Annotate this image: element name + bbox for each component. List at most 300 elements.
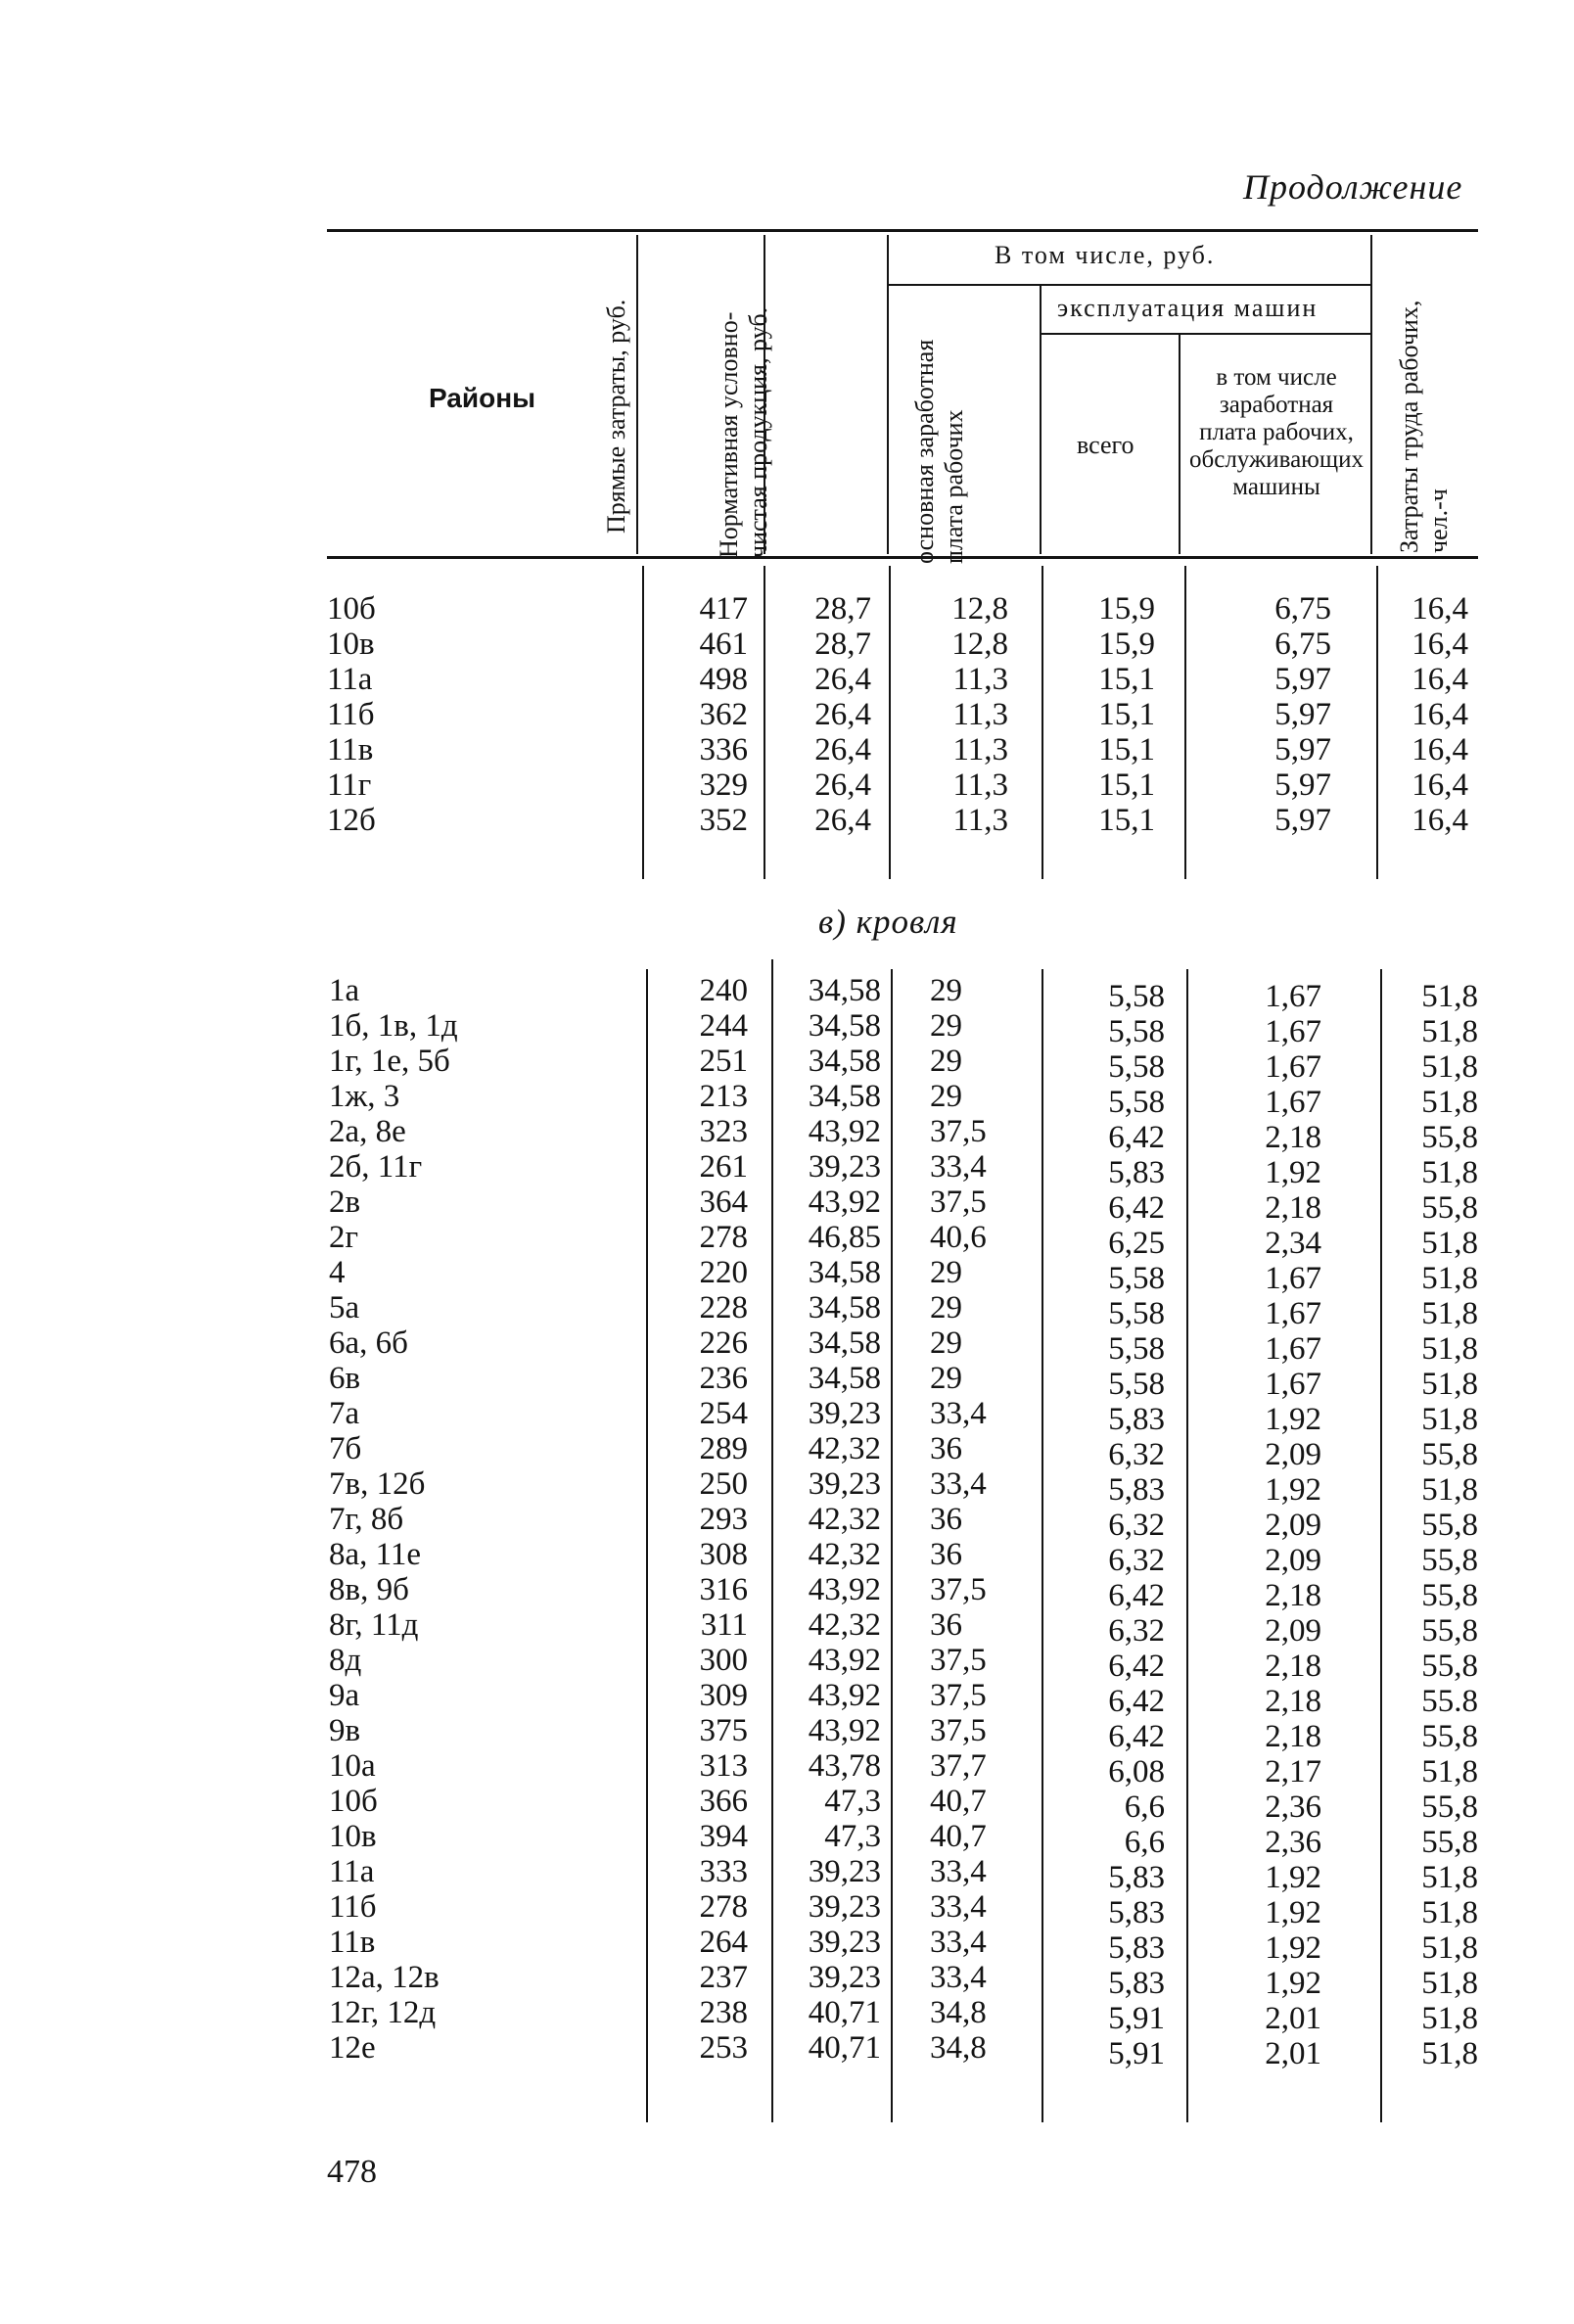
- table-top-total-cell: 15,1: [1098, 803, 1155, 838]
- table-bottom-districts-cell: 7г, 8б: [329, 1502, 404, 1537]
- header-base-wage-text: основная заработная плата рабочих: [910, 339, 968, 564]
- table-bottom-normative-output-cell: 39,23: [808, 1960, 881, 1995]
- table-top-direct-costs-cell: 461: [699, 627, 748, 662]
- table-bottom-total-cell: 5,83: [1108, 1930, 1165, 1966]
- bottom-vline-5: [1186, 969, 1188, 2122]
- table-bottom-direct-costs-cell: 278: [699, 1220, 748, 1255]
- table-bottom-machine-wage-cell: 2,36: [1265, 1825, 1321, 1860]
- table-bottom-direct-costs-cell: 238: [699, 1995, 748, 2030]
- table-top-total-cell: 15,1: [1098, 732, 1155, 767]
- table-bottom-base-wage-cell: 37,5: [930, 1114, 987, 1149]
- table-bottom-base-wage-cell: 36: [930, 1431, 962, 1466]
- table-bottom-labor-cell: 55,8: [1421, 1789, 1478, 1825]
- table-bottom-normative-output-cell: 43,92: [808, 1713, 881, 1748]
- table-bottom-districts-cell: 8г, 11д: [329, 1607, 419, 1643]
- table-top-normative-output-cell: 26,4: [814, 767, 871, 803]
- header-total: всего: [1077, 431, 1134, 459]
- table-bottom-machine-wage-cell: 1,92: [1265, 1155, 1321, 1190]
- table-bottom-machine-wage-cell: 2,09: [1265, 1508, 1321, 1543]
- table-bottom-direct-costs-cell: 313: [699, 1748, 748, 1784]
- table-bottom-base-wage-cell: 40,7: [930, 1784, 987, 1819]
- table-bottom-direct-costs-cell: 254: [699, 1396, 748, 1431]
- table-bottom-base-wage-cell: 29: [930, 1361, 962, 1396]
- table-bottom-labor-cell: 51,8: [1421, 1402, 1478, 1437]
- table-bottom-base-wage-cell: 29: [930, 1008, 962, 1044]
- table-bottom-districts-cell: 7б: [329, 1431, 362, 1466]
- top-direct-costs-column: [650, 591, 748, 838]
- bottom-direct-costs-column: [650, 973, 748, 2066]
- table-top-districts-cell: 11а: [327, 662, 373, 697]
- table-bottom-machine-wage-cell: 2,18: [1265, 1120, 1321, 1155]
- table-bottom-districts-cell: 2в: [329, 1185, 361, 1220]
- table-bottom-total-cell: 6,25: [1108, 1226, 1165, 1261]
- table-bottom-normative-output-cell: 47,3: [824, 1819, 881, 1854]
- table-bottom-districts-cell: 6а, 6б: [329, 1325, 408, 1361]
- table-bottom-normative-output-cell: 39,23: [808, 1854, 881, 1889]
- table-top-labor-cell: 16,4: [1412, 767, 1468, 803]
- table-bottom-total-cell: 5,83: [1108, 1860, 1165, 1895]
- table-bottom-base-wage-cell: 36: [930, 1537, 962, 1572]
- table-bottom-total-cell: 5,91: [1108, 2036, 1165, 2071]
- table-bottom-machine-wage-cell: 2,18: [1265, 1719, 1321, 1754]
- table-bottom-direct-costs-cell: 278: [699, 1889, 748, 1925]
- table-bottom-direct-costs-cell: 333: [699, 1854, 748, 1889]
- table-bottom-labor-cell: 51,8: [1421, 1296, 1478, 1331]
- table-bottom-total-cell: 5,83: [1108, 1155, 1165, 1190]
- table-bottom-labor-cell: 55,8: [1421, 1825, 1478, 1860]
- table-bottom-districts-cell: 10а: [329, 1748, 376, 1784]
- table-bottom-machine-wage-cell: 1,92: [1265, 1402, 1321, 1437]
- header-including: В том числе, руб.: [995, 241, 1216, 269]
- table-top-districts-cell: 11б: [327, 697, 375, 732]
- table-bottom-districts-cell: 12г, 12д: [329, 1995, 437, 2030]
- header-normative-output: [715, 255, 822, 558]
- table-bottom-base-wage-cell: 37,5: [930, 1572, 987, 1607]
- table-bottom-total-cell: 5,58: [1108, 1049, 1165, 1085]
- table-top-total-cell: 15,1: [1098, 697, 1155, 732]
- table-top-machine-wage-cell: 6,75: [1274, 591, 1331, 627]
- table-bottom-districts-cell: 9а: [329, 1678, 360, 1713]
- table-top-normative-output-cell: 26,4: [814, 697, 871, 732]
- table-bottom-machine-wage-cell: 2,09: [1265, 1543, 1321, 1578]
- table-bottom-base-wage-cell: 33,4: [930, 1396, 987, 1431]
- bottom-districts-column: [329, 973, 458, 2066]
- table-bottom-machine-wage-cell: 2,01: [1265, 2001, 1321, 2036]
- table-bottom-total-cell: 6,42: [1108, 1649, 1165, 1684]
- table-bottom-districts-cell: 1г, 1е, 5б: [329, 1044, 450, 1079]
- bottom-vline-6: [1380, 969, 1382, 2122]
- table-bottom-base-wage-cell: 36: [930, 1502, 962, 1537]
- table-bottom-machine-wage-cell: 2,18: [1265, 1578, 1321, 1613]
- table-bottom-total-cell: 6,32: [1108, 1508, 1165, 1543]
- table-bottom-base-wage-cell: 36: [930, 1607, 962, 1643]
- table-bottom-labor-cell: 55,8: [1421, 1613, 1478, 1649]
- table-bottom-direct-costs-cell: 375: [699, 1713, 748, 1748]
- table-bottom-districts-cell: 10б: [329, 1784, 378, 1819]
- table-bottom-labor-cell: 55,8: [1421, 1649, 1478, 1684]
- table-bottom-normative-output-cell: 34,58: [808, 1290, 881, 1325]
- table-top-direct-costs-cell: 362: [699, 697, 748, 732]
- table-bottom-districts-cell: 6в: [329, 1361, 361, 1396]
- header-direct-costs: [602, 279, 671, 534]
- header-districts: Районы: [429, 383, 536, 413]
- table-bottom-normative-output-cell: 34,58: [808, 1325, 881, 1361]
- header-vline-3: [887, 235, 889, 554]
- table-bottom-total-cell: 6,42: [1108, 1120, 1165, 1155]
- table-bottom-direct-costs-cell: 309: [699, 1678, 748, 1713]
- header-sub-rule-2: [1040, 333, 1370, 335]
- table-bottom-direct-costs-cell: 253: [699, 2030, 748, 2066]
- table-bottom-normative-output-cell: 34,58: [808, 1044, 881, 1079]
- table-bottom-labor-cell: 51,8: [1421, 2036, 1478, 2071]
- table-top-normative-output-cell: 26,4: [814, 732, 871, 767]
- table-bottom-districts-cell: 11а: [329, 1854, 375, 1889]
- table-bottom-normative-output-cell: 34,58: [808, 1361, 881, 1396]
- table-top-labor-cell: 16,4: [1412, 697, 1468, 732]
- header-machine-wage: в том числе заработная плата рабочих, обслуживающих машины: [1189, 364, 1364, 500]
- table-top-labor-cell: 16,4: [1412, 732, 1468, 767]
- table-bottom-machine-wage-cell: 1,67: [1265, 1261, 1321, 1296]
- table-bottom-direct-costs-cell: 316: [699, 1572, 748, 1607]
- header-bottom-rule: [327, 556, 1478, 559]
- top-normative-output-column: [773, 591, 871, 838]
- table-top-machine-wage-cell: 5,97: [1274, 767, 1331, 803]
- table-top-districts-cell: 10в: [327, 627, 375, 662]
- table-bottom-labor-cell: 51,8: [1421, 1367, 1478, 1402]
- table-bottom-machine-wage-cell: 1,67: [1265, 1296, 1321, 1331]
- table-bottom-direct-costs-cell: 293: [699, 1502, 748, 1537]
- table-bottom-normative-output-cell: 34,58: [808, 1255, 881, 1290]
- header-base-wage: [910, 319, 1018, 564]
- table-bottom-direct-costs-cell: 244: [699, 1008, 748, 1044]
- header-direct-costs-text: Прямые затраты, руб.: [602, 299, 630, 534]
- table-bottom-base-wage-cell: 29: [930, 1044, 962, 1079]
- table-bottom-labor-cell: 55,8: [1421, 1578, 1478, 1613]
- bottom-normative-output-column: [779, 973, 881, 2066]
- table-bottom-machine-wage-cell: 1,67: [1265, 1367, 1321, 1402]
- table-bottom-labor-cell: 55,8: [1421, 1437, 1478, 1472]
- table-bottom-districts-cell: 9в: [329, 1713, 361, 1748]
- table-top-districts-cell: 11в: [327, 732, 374, 767]
- table-top-direct-costs-cell: 336: [699, 732, 748, 767]
- table-bottom-labor-cell: 51,8: [1421, 1261, 1478, 1296]
- table-bottom-total-cell: 5,58: [1108, 1367, 1165, 1402]
- top-vline-5: [1184, 566, 1186, 879]
- table-bottom-labor-cell: 51,8: [1421, 1895, 1478, 1930]
- table-bottom-total-cell: 6,42: [1108, 1578, 1165, 1613]
- table-bottom-base-wage-cell: 33,4: [930, 1960, 987, 1995]
- table-bottom-base-wage-cell: 33,4: [930, 1925, 987, 1960]
- table-top-machine-wage-cell: 5,97: [1274, 662, 1331, 697]
- table-bottom-base-wage-cell: 29: [930, 1255, 962, 1290]
- table-top-total-cell: 15,9: [1098, 627, 1155, 662]
- table-bottom-labor-cell: 55,8: [1421, 1120, 1478, 1155]
- table-bottom-labor-cell: 51,8: [1421, 1049, 1478, 1085]
- table-bottom-direct-costs-cell: 308: [699, 1537, 748, 1572]
- table-bottom-base-wage-cell: 37,5: [930, 1713, 987, 1748]
- header-normative-output-text: Нормативная условно-чистая продукция, руб.: [715, 306, 772, 558]
- table-bottom-districts-cell: 2а, 8е: [329, 1114, 406, 1149]
- table-bottom-machine-wage-cell: 2,01: [1265, 2036, 1321, 2071]
- section-title: в) кровля: [818, 903, 958, 941]
- table-bottom-normative-output-cell: 39,23: [808, 1149, 881, 1185]
- table-bottom-direct-costs-cell: 366: [699, 1784, 748, 1819]
- table-top-total-cell: 15,1: [1098, 767, 1155, 803]
- table-bottom-labor-cell: 55,8: [1421, 1719, 1478, 1754]
- table-bottom-total-cell: 6,32: [1108, 1437, 1165, 1472]
- table-bottom-normative-output-cell: 43,92: [808, 1185, 881, 1220]
- table-bottom-normative-output-cell: 42,32: [808, 1607, 881, 1643]
- table-bottom-districts-cell: 2г: [329, 1220, 359, 1255]
- table-bottom-normative-output-cell: 39,23: [808, 1466, 881, 1502]
- table-bottom-total-cell: 5,83: [1108, 1895, 1165, 1930]
- header-top-rule: [327, 229, 1478, 232]
- table-bottom-labor-cell: 51,8: [1421, 979, 1478, 1014]
- table-bottom-machine-wage-cell: 2,36: [1265, 1789, 1321, 1825]
- table-bottom-normative-output-cell: 40,71: [808, 2030, 881, 2066]
- table-bottom-total-cell: 6,42: [1108, 1684, 1165, 1719]
- table-top-normative-output-cell: 26,4: [814, 803, 871, 838]
- table-bottom-machine-wage-cell: 2,17: [1265, 1754, 1321, 1789]
- table-top-normative-output-cell: 28,7: [814, 627, 871, 662]
- table-bottom-districts-cell: 8д: [329, 1643, 362, 1678]
- table-bottom-base-wage-cell: 33,4: [930, 1889, 987, 1925]
- table-bottom-normative-output-cell: 39,23: [808, 1396, 881, 1431]
- table-bottom-direct-costs-cell: 237: [699, 1960, 748, 1995]
- bottom-base-wage-column: [930, 973, 987, 2066]
- table-bottom-machine-wage-cell: 2,09: [1265, 1613, 1321, 1649]
- table-bottom-total-cell: 5,83: [1108, 1472, 1165, 1508]
- table-bottom-direct-costs-cell: 289: [699, 1431, 748, 1466]
- table-bottom-total-cell: 6,42: [1108, 1190, 1165, 1226]
- table-bottom-base-wage-cell: 33,4: [930, 1854, 987, 1889]
- table-bottom-direct-costs-cell: 311: [700, 1607, 748, 1643]
- table-bottom-districts-cell: 5а: [329, 1290, 360, 1325]
- table-bottom-districts-cell: 12а, 12в: [329, 1960, 440, 1995]
- table-bottom-normative-output-cell: 40,71: [808, 1995, 881, 2030]
- table-bottom-machine-wage-cell: 1,67: [1265, 1014, 1321, 1049]
- top-labor-column: [1390, 591, 1468, 838]
- table-bottom-machine-wage-cell: 2,18: [1265, 1649, 1321, 1684]
- table-top-base-wage-cell: 11,3: [952, 767, 1008, 803]
- table-top-total-cell: 15,9: [1098, 591, 1155, 627]
- table-bottom-normative-output-cell: 46,85: [808, 1220, 881, 1255]
- table-bottom-base-wage-cell: 37,5: [930, 1678, 987, 1713]
- table-bottom-direct-costs-cell: 250: [699, 1466, 748, 1502]
- table-bottom-base-wage-cell: 29: [930, 1290, 962, 1325]
- table-bottom-base-wage-cell: 34,8: [930, 2030, 987, 2066]
- table-top-labor-cell: 16,4: [1412, 662, 1468, 697]
- table-top-districts-cell: 10б: [327, 591, 376, 627]
- table-bottom-direct-costs-cell: 226: [699, 1325, 748, 1361]
- table-bottom-direct-costs-cell: 240: [699, 973, 748, 1008]
- table-bottom-total-cell: 5,58: [1108, 1331, 1165, 1367]
- table-bottom-base-wage-cell: 37,5: [930, 1185, 987, 1220]
- header-vline-4: [1040, 286, 1042, 554]
- table-top-direct-costs-cell: 498: [699, 662, 748, 697]
- table-bottom-total-cell: 5,91: [1108, 2001, 1165, 2036]
- table-bottom-total-cell: 5,58: [1108, 1085, 1165, 1120]
- table-bottom-normative-output-cell: 43,78: [808, 1748, 881, 1784]
- table-bottom-total-cell: 5,83: [1108, 1402, 1165, 1437]
- table-bottom-direct-costs-cell: 264: [699, 1925, 748, 1960]
- table-bottom-labor-cell: 55,8: [1421, 1190, 1478, 1226]
- table-bottom-direct-costs-cell: 300: [699, 1643, 748, 1678]
- table-bottom-normative-output-cell: 42,32: [808, 1537, 881, 1572]
- table-bottom-base-wage-cell: 40,7: [930, 1819, 987, 1854]
- table-top-districts-cell: 12б: [327, 803, 376, 838]
- table-bottom-total-cell: 5,58: [1108, 979, 1165, 1014]
- table-bottom-total-cell: 6,32: [1108, 1613, 1165, 1649]
- table-bottom-normative-output-cell: 43,92: [808, 1114, 881, 1149]
- table-bottom-machine-wage-cell: 1,92: [1265, 1860, 1321, 1895]
- top-base-wage-column: [901, 591, 1008, 838]
- table-bottom-labor-cell: 51,8: [1421, 1472, 1478, 1508]
- table-bottom-labor-cell: 55,8: [1421, 1543, 1478, 1578]
- table-bottom-normative-output-cell: 34,58: [808, 1008, 881, 1044]
- bottom-vline-1: [646, 969, 648, 2122]
- bottom-total-column: [1067, 979, 1165, 2071]
- table-bottom-districts-cell: 8в, 9б: [329, 1572, 409, 1607]
- table-bottom-direct-costs-cell: 323: [699, 1114, 748, 1149]
- table-bottom-total-cell: 5,83: [1108, 1966, 1165, 2001]
- table-bottom-labor-cell: 51,8: [1421, 1966, 1478, 2001]
- table-top-labor-cell: 16,4: [1412, 591, 1468, 627]
- table-bottom-machine-wage-cell: 2,18: [1265, 1684, 1321, 1719]
- table-bottom-districts-cell: 2б, 11г: [329, 1149, 423, 1185]
- table-bottom-normative-output-cell: 42,32: [808, 1431, 881, 1466]
- table-bottom-total-cell: 5,58: [1108, 1296, 1165, 1331]
- table-bottom-labor-cell: 51,8: [1421, 1930, 1478, 1966]
- table-top-base-wage-cell: 11,3: [952, 732, 1008, 767]
- header-vline-5: [1179, 335, 1180, 554]
- table-bottom-total-cell: 6,42: [1108, 1719, 1165, 1754]
- table-bottom-base-wage-cell: 33,4: [930, 1149, 987, 1185]
- table-bottom-machine-wage-cell: 2,09: [1265, 1437, 1321, 1472]
- table-bottom-machine-wage-cell: 2,18: [1265, 1190, 1321, 1226]
- table-bottom-total-cell: 5,58: [1108, 1014, 1165, 1049]
- top-total-column: [1057, 591, 1155, 838]
- table-top-normative-output-cell: 28,7: [814, 591, 871, 627]
- table-top-machine-wage-cell: 5,97: [1274, 697, 1331, 732]
- table-bottom-labor-cell: 51,8: [1421, 1860, 1478, 1895]
- table-bottom-base-wage-cell: 29: [930, 973, 962, 1008]
- table-bottom-districts-cell: 4: [329, 1255, 346, 1290]
- table-bottom-machine-wage-cell: 1,67: [1265, 1085, 1321, 1120]
- continuation-label: Продолжение: [1243, 167, 1463, 207]
- top-vline-6: [1376, 566, 1378, 879]
- table-bottom-base-wage-cell: 34,8: [930, 1995, 987, 2030]
- table-bottom-machine-wage-cell: 1,92: [1265, 1930, 1321, 1966]
- table-top-machine-wage-cell: 5,97: [1274, 732, 1331, 767]
- top-vline-4: [1042, 566, 1043, 879]
- table-top-machine-wage-cell: 5,97: [1274, 803, 1331, 838]
- page-number: 478: [327, 2154, 377, 2190]
- table-bottom-total-cell: 6,32: [1108, 1543, 1165, 1578]
- table-bottom-direct-costs-cell: 220: [699, 1255, 748, 1290]
- table-bottom-normative-output-cell: 39,23: [808, 1889, 881, 1925]
- table-bottom-labor-cell: 51,8: [1421, 1085, 1478, 1120]
- table-top-base-wage-cell: 12,8: [951, 591, 1008, 627]
- table-bottom-direct-costs-cell: 236: [699, 1361, 748, 1396]
- bottom-labor-column: [1390, 979, 1478, 2071]
- header-sub-rule-1: [889, 284, 1370, 286]
- table-top-direct-costs-cell: 329: [699, 767, 748, 803]
- table-bottom-labor-cell: 51,8: [1421, 1226, 1478, 1261]
- table-bottom-base-wage-cell: 37,7: [930, 1748, 987, 1784]
- table-bottom-labor-cell: 55,8: [1421, 1508, 1478, 1543]
- header-vline-6: [1370, 235, 1372, 554]
- table-bottom-base-wage-cell: 40,6: [930, 1220, 987, 1255]
- table-bottom-base-wage-cell: 37,5: [930, 1643, 987, 1678]
- table-top-base-wage-cell: 11,3: [952, 662, 1008, 697]
- table-bottom-normative-output-cell: 43,92: [808, 1643, 881, 1678]
- table-bottom-districts-cell: 7в, 12б: [329, 1466, 426, 1502]
- table-bottom-total-cell: 6,08: [1108, 1754, 1165, 1789]
- top-vline-1: [642, 566, 644, 879]
- table-bottom-districts-cell: 11в: [329, 1925, 376, 1960]
- table-bottom-labor-cell: 51,8: [1421, 1014, 1478, 1049]
- table-bottom-districts-cell: 1а: [329, 973, 360, 1008]
- table-bottom-labor-cell: 55.8: [1421, 1684, 1478, 1719]
- bottom-machine-wage-column: [1224, 979, 1321, 2071]
- table-top-labor-cell: 16,4: [1412, 627, 1468, 662]
- table-bottom-total-cell: 5,58: [1108, 1261, 1165, 1296]
- table-top-base-wage-cell: 11,3: [952, 697, 1008, 732]
- table-bottom-direct-costs-cell: 261: [699, 1149, 748, 1185]
- table-top-base-wage-cell: 11,3: [952, 803, 1008, 838]
- table-bottom-machine-wage-cell: 2,34: [1265, 1226, 1321, 1261]
- table-bottom-normative-output-cell: 42,32: [808, 1502, 881, 1537]
- table-bottom-base-wage-cell: 29: [930, 1079, 962, 1114]
- table-top-direct-costs-cell: 352: [699, 803, 748, 838]
- table-bottom-labor-cell: 51,8: [1421, 1754, 1478, 1789]
- table-bottom-machine-wage-cell: 1,92: [1265, 1472, 1321, 1508]
- table-top-machine-wage-cell: 6,75: [1274, 627, 1331, 662]
- bottom-vline-2: [771, 959, 773, 2122]
- table-bottom-normative-output-cell: 34,58: [808, 1079, 881, 1114]
- table-top-base-wage-cell: 12,8: [951, 627, 1008, 662]
- header-labor-text: Затраты труда рабочих, чел.-ч: [1395, 300, 1453, 553]
- table-bottom-total-cell: 6,6: [1124, 1825, 1165, 1860]
- table-bottom-direct-costs-cell: 364: [699, 1185, 748, 1220]
- table-bottom-districts-cell: 10в: [329, 1819, 377, 1854]
- bottom-vline-3: [891, 969, 893, 2122]
- table-bottom-machine-wage-cell: 1,92: [1265, 1966, 1321, 2001]
- table-bottom-direct-costs-cell: 394: [699, 1819, 748, 1854]
- table-bottom-districts-cell: 11б: [329, 1889, 377, 1925]
- table-bottom-districts-cell: 7а: [329, 1396, 360, 1431]
- table-bottom-normative-output-cell: 34,58: [808, 973, 881, 1008]
- table-top-districts-cell: 11г: [327, 767, 372, 803]
- table-bottom-labor-cell: 51,8: [1421, 2001, 1478, 2036]
- table-top-direct-costs-cell: 417: [699, 591, 748, 627]
- table-top-labor-cell: 16,4: [1412, 803, 1468, 838]
- table-bottom-normative-output-cell: 39,23: [808, 1925, 881, 1960]
- table-bottom-machine-wage-cell: 1,67: [1265, 1049, 1321, 1085]
- table-bottom-normative-output-cell: 43,92: [808, 1572, 881, 1607]
- table-bottom-machine-wage-cell: 1,67: [1265, 979, 1321, 1014]
- table-bottom-total-cell: 6,6: [1124, 1789, 1165, 1825]
- header-machine-operation: эксплуатация машин: [1057, 294, 1319, 322]
- table-bottom-districts-cell: 1ж, 3: [329, 1079, 400, 1114]
- table-bottom-machine-wage-cell: 1,67: [1265, 1331, 1321, 1367]
- table-bottom-districts-cell: 12е: [329, 2030, 376, 2066]
- table-bottom-machine-wage-cell: 1,92: [1265, 1895, 1321, 1930]
- table-bottom-direct-costs-cell: 251: [699, 1044, 748, 1079]
- table-bottom-districts-cell: 1б, 1в, 1д: [329, 1008, 458, 1044]
- top-machine-wage-column: [1214, 591, 1331, 838]
